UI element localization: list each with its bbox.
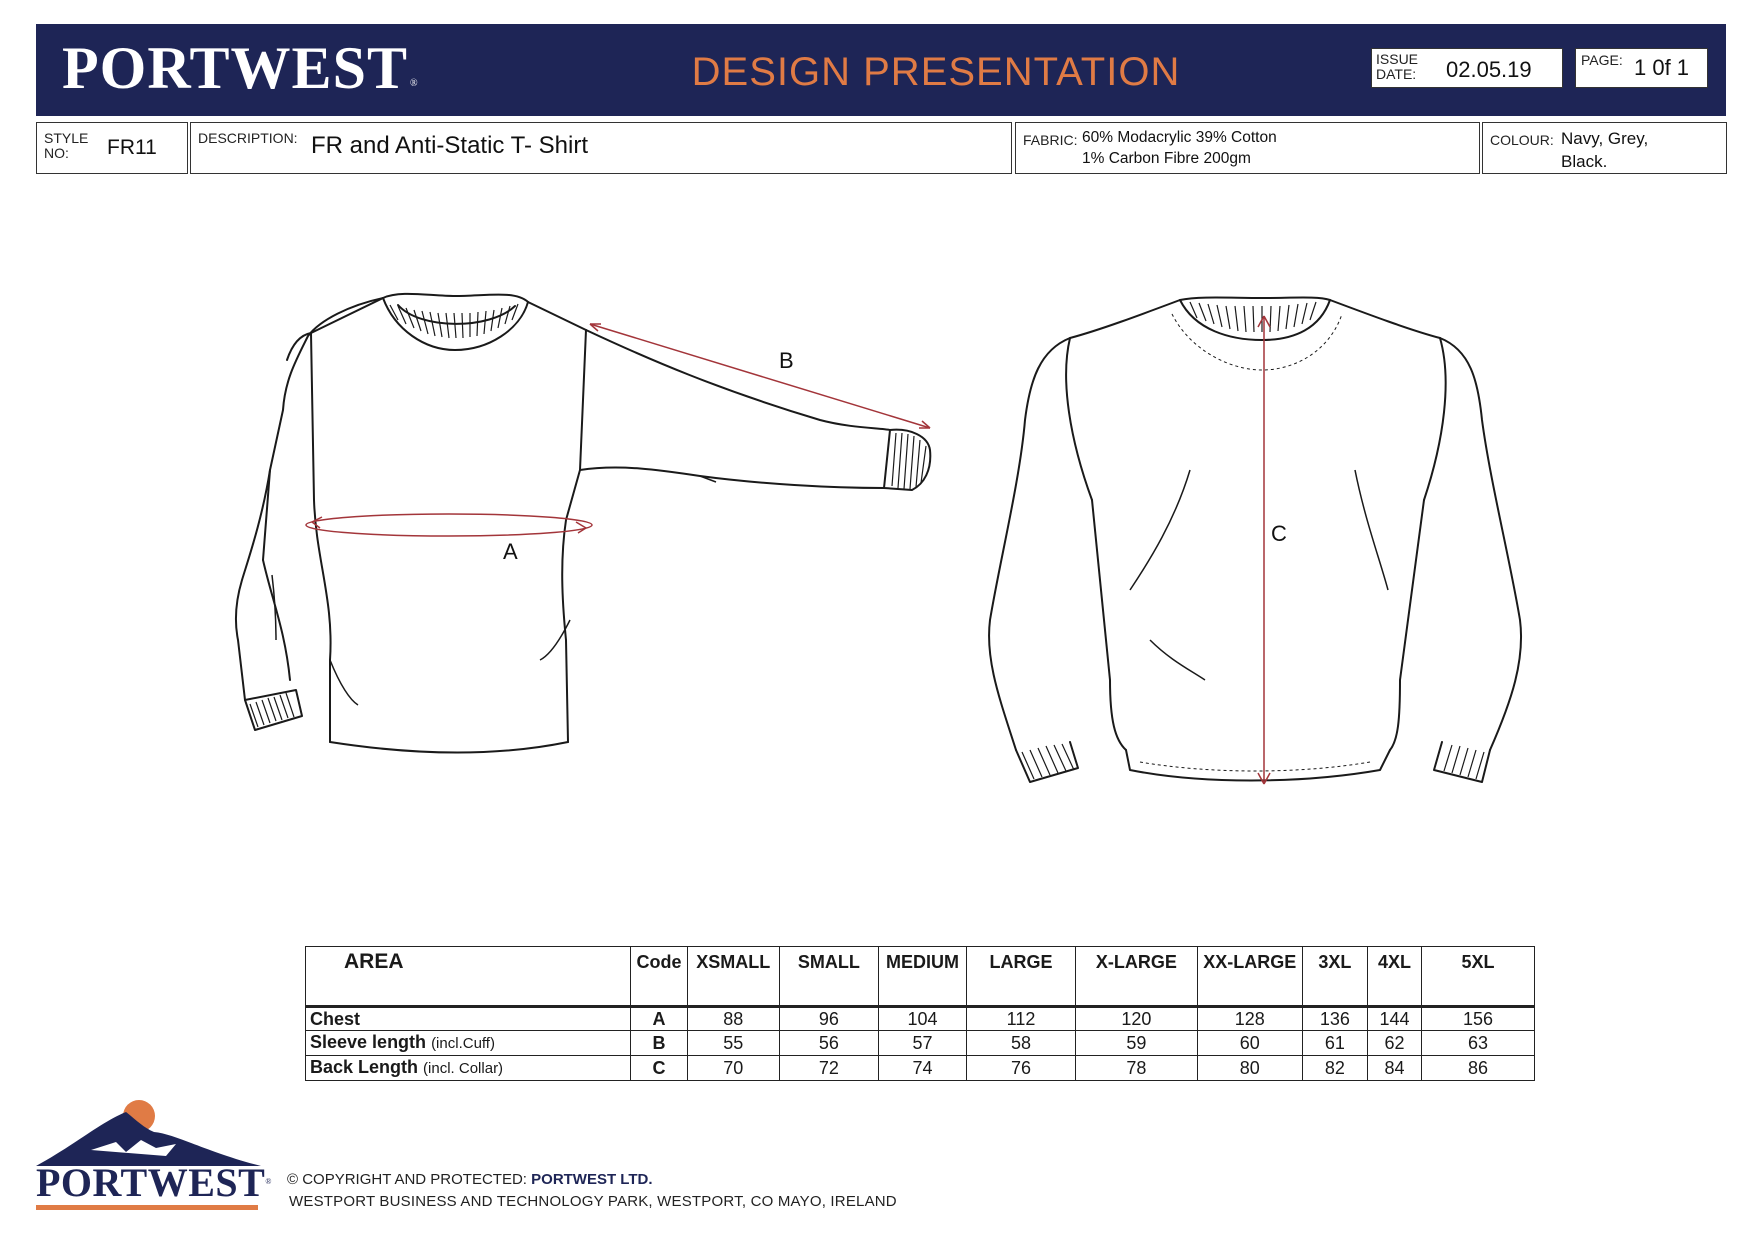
size-value-cell: 58 (967, 1031, 1076, 1056)
page-value: 1 0f 1 (1634, 55, 1690, 80)
size-value-cell: 136 (1302, 1007, 1367, 1031)
measure-label-b: B (779, 348, 794, 373)
size-value-cell: 104 (878, 1007, 966, 1031)
size-value-cell: 62 (1368, 1031, 1422, 1056)
area-cell: Chest (306, 1007, 631, 1031)
issue-date-value: 02.05.19 (1446, 57, 1532, 82)
size-value-cell: 63 (1422, 1031, 1535, 1056)
header-5xl: 5XL (1422, 947, 1535, 1007)
style-no-label: STYLE NO: (44, 130, 89, 161)
header-xx-large: XX-LARGE (1197, 947, 1302, 1007)
size-chart-body (306, 1007, 1535, 1081)
size-value-cell: 76 (967, 1056, 1076, 1081)
size-value-cell: 120 (1075, 1007, 1197, 1031)
size-value-cell: 78 (1075, 1056, 1197, 1081)
size-value-cell: 72 (779, 1056, 878, 1081)
size-chart-table (305, 946, 1535, 1081)
measure-label-c: C (1271, 521, 1287, 546)
header-xsmall: XSMALL (687, 947, 779, 1007)
header-3xl: 3XL (1302, 947, 1367, 1007)
header-large: LARGE (967, 947, 1076, 1007)
colour-value: Navy, Grey, Black. (1561, 129, 1649, 171)
fabric-label: FABRIC: (1023, 132, 1078, 148)
size-value-cell: 59 (1075, 1031, 1197, 1056)
size-value-cell: 86 (1422, 1056, 1535, 1081)
header-area: AREA (306, 947, 631, 1007)
footer-brand-logo: PORTWEST® (36, 1160, 272, 1205)
size-value-cell: 60 (1197, 1031, 1302, 1056)
copyright-text: © COPYRIGHT AND PROTECTED: PORTWEST LTD. (287, 1171, 653, 1188)
mountain-logo-icon (36, 1094, 261, 1166)
size-chart-row (306, 1031, 1535, 1056)
code-cell: A (631, 1007, 687, 1031)
size-value-cell: 128 (1197, 1007, 1302, 1031)
header-small: SMALL (779, 947, 878, 1007)
size-value-cell: 56 (779, 1031, 878, 1056)
header-code: Code (631, 947, 687, 1007)
address-text: WESTPORT BUSINESS AND TECHNOLOGY PARK, WESTPORT, CO MAYO, IRELAND (289, 1193, 897, 1210)
size-value-cell: 96 (779, 1007, 878, 1031)
size-value-cell: 144 (1368, 1007, 1422, 1031)
size-value-cell: 74 (878, 1056, 966, 1081)
area-cell: Back Length (incl. Collar) (306, 1056, 631, 1081)
footer-rule (36, 1205, 258, 1210)
size-value-cell: 61 (1302, 1031, 1367, 1056)
measure-label-a: A (503, 539, 518, 564)
size-value-cell: 70 (687, 1056, 779, 1081)
code-cell: B (631, 1031, 687, 1056)
size-value-cell: 55 (687, 1031, 779, 1056)
size-value-cell: 156 (1422, 1007, 1535, 1031)
size-value-cell: 80 (1197, 1056, 1302, 1081)
colour-label: COLOUR: (1490, 132, 1554, 148)
area-cell: Sleeve length (incl.Cuff) (306, 1031, 631, 1056)
size-value-cell: 82 (1302, 1056, 1367, 1081)
header-4xl: 4XL (1368, 947, 1422, 1007)
size-value-cell: 112 (967, 1007, 1076, 1031)
document-title: DESIGN PRESENTATION (691, 50, 1181, 94)
page-label: PAGE: (1581, 52, 1623, 68)
size-chart-row (306, 1056, 1535, 1081)
fabric-value: 60% Modacrylic 39% Cotton 1% Carbon Fibre 200gm (1082, 129, 1277, 167)
header-x-large: X-LARGE (1075, 947, 1197, 1007)
size-chart-row (306, 1007, 1535, 1031)
issue-date-label: ISSUE DATE: (1376, 51, 1419, 82)
style-no-value: FR11 (107, 136, 157, 159)
description-value: FR and Anti-Static T- Shirt (311, 132, 588, 159)
size-value-cell: 84 (1368, 1056, 1422, 1081)
size-value-cell: 88 (687, 1007, 779, 1031)
size-value-cell: 57 (878, 1031, 966, 1056)
size-chart-header-row (306, 947, 1535, 1007)
code-cell: C (631, 1056, 687, 1081)
brand-logo: PORTWEST ® (62, 35, 419, 101)
description-label: DESCRIPTION: (198, 130, 298, 146)
header-medium: MEDIUM (878, 947, 966, 1007)
